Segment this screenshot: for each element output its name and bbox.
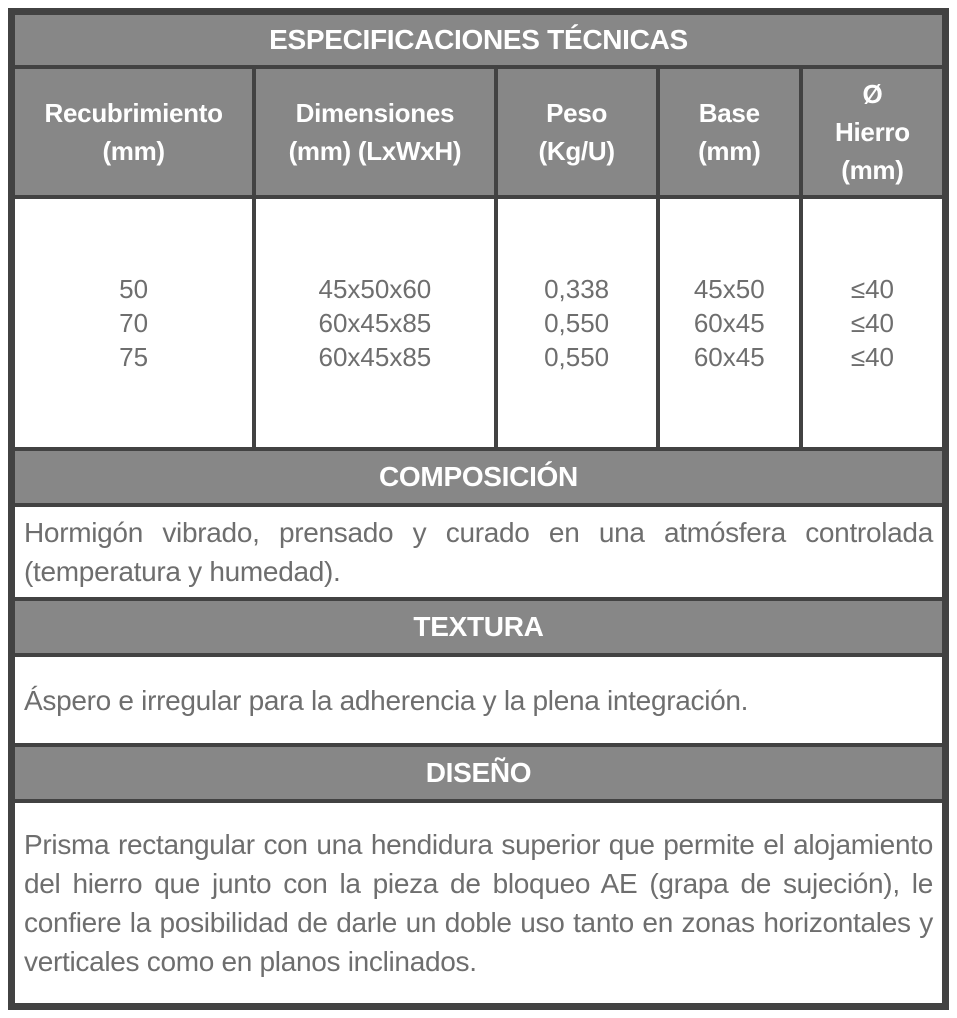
- cell-value: 45x50: [693, 274, 765, 304]
- section-heading-textura: [15, 601, 942, 653]
- data-column-recubrimiento: [15, 199, 252, 447]
- column-header-line: (mm): [841, 155, 904, 185]
- column-header-line: Hierro: [835, 117, 910, 147]
- cell-value: ≤40: [850, 274, 895, 304]
- section-body-text: Hormigón vibrado, prensado y curado en una atmósfera controlada (temperatura y humedad).: [24, 517, 933, 587]
- column-header-recubrimiento: [15, 69, 252, 195]
- table-title: ESPECIFICACIONES TÉCNICAS: [269, 24, 688, 55]
- table-title-bar: [15, 15, 942, 65]
- section-body-text: Prisma rectangular con una hendidura superior que permite el alojamiento del hierro que junto con la pieza de bloqueo AE (grapa de sujeción), le confiere la posibilidad de darle un doble uso tanto en zonas horizontales y verticales como en planos inclinados.: [24, 829, 933, 977]
- column-header-base: [660, 69, 799, 195]
- cell-value: 0,338: [544, 274, 610, 304]
- section-heading-diseno: [15, 747, 942, 799]
- cell-value: 60x45: [693, 342, 765, 372]
- column-header-line: (Kg/U): [538, 136, 615, 166]
- data-column-diametro-hierro: [803, 199, 942, 447]
- column-header-peso: [498, 69, 656, 195]
- column-header-line: Base: [698, 98, 760, 128]
- column-header-line: (mm): [102, 136, 165, 166]
- column-header-line: Dimensiones: [295, 98, 455, 128]
- data-column-dimensiones: [256, 199, 493, 447]
- section-body-composicion: [15, 507, 942, 597]
- section-body-diseno: [15, 803, 942, 1003]
- section-body-text: Áspero e irregular para la adherencia y la plena integración.: [24, 684, 749, 716]
- column-header-line: (mm) (LxWxH): [288, 136, 462, 166]
- cell-value: 45x50x60: [318, 274, 432, 304]
- section-body-textura: [15, 657, 942, 743]
- cell-value: 60x45: [693, 308, 765, 338]
- cell-value: 0,550: [544, 308, 610, 338]
- section-heading-text: DISEÑO: [425, 757, 532, 788]
- cell-value: 50: [119, 274, 149, 304]
- cell-value: 60x45x85: [318, 342, 432, 372]
- data-column-base: [660, 199, 799, 447]
- column-header-line: Ø: [862, 79, 883, 109]
- cell-value: ≤40: [850, 342, 895, 372]
- cell-value: 0,550: [544, 342, 610, 372]
- column-header-line: Peso: [546, 98, 608, 128]
- cell-value: 60x45x85: [318, 308, 432, 338]
- column-header-line: Recubrimiento: [44, 98, 223, 128]
- section-heading-text: TEXTURA: [413, 611, 544, 642]
- section-heading-text: COMPOSICIÓN: [379, 461, 578, 492]
- spec-table: [8, 8, 949, 1010]
- cell-value: 70: [119, 308, 149, 338]
- section-heading-composicion: [15, 451, 942, 503]
- column-header-dimensiones: [256, 69, 493, 195]
- cell-value: 75: [119, 342, 149, 372]
- column-header-line: (mm): [698, 136, 761, 166]
- cell-value: ≤40: [850, 308, 895, 338]
- data-column-peso: [498, 199, 656, 447]
- column-header-diametro-hierro: [803, 69, 942, 195]
